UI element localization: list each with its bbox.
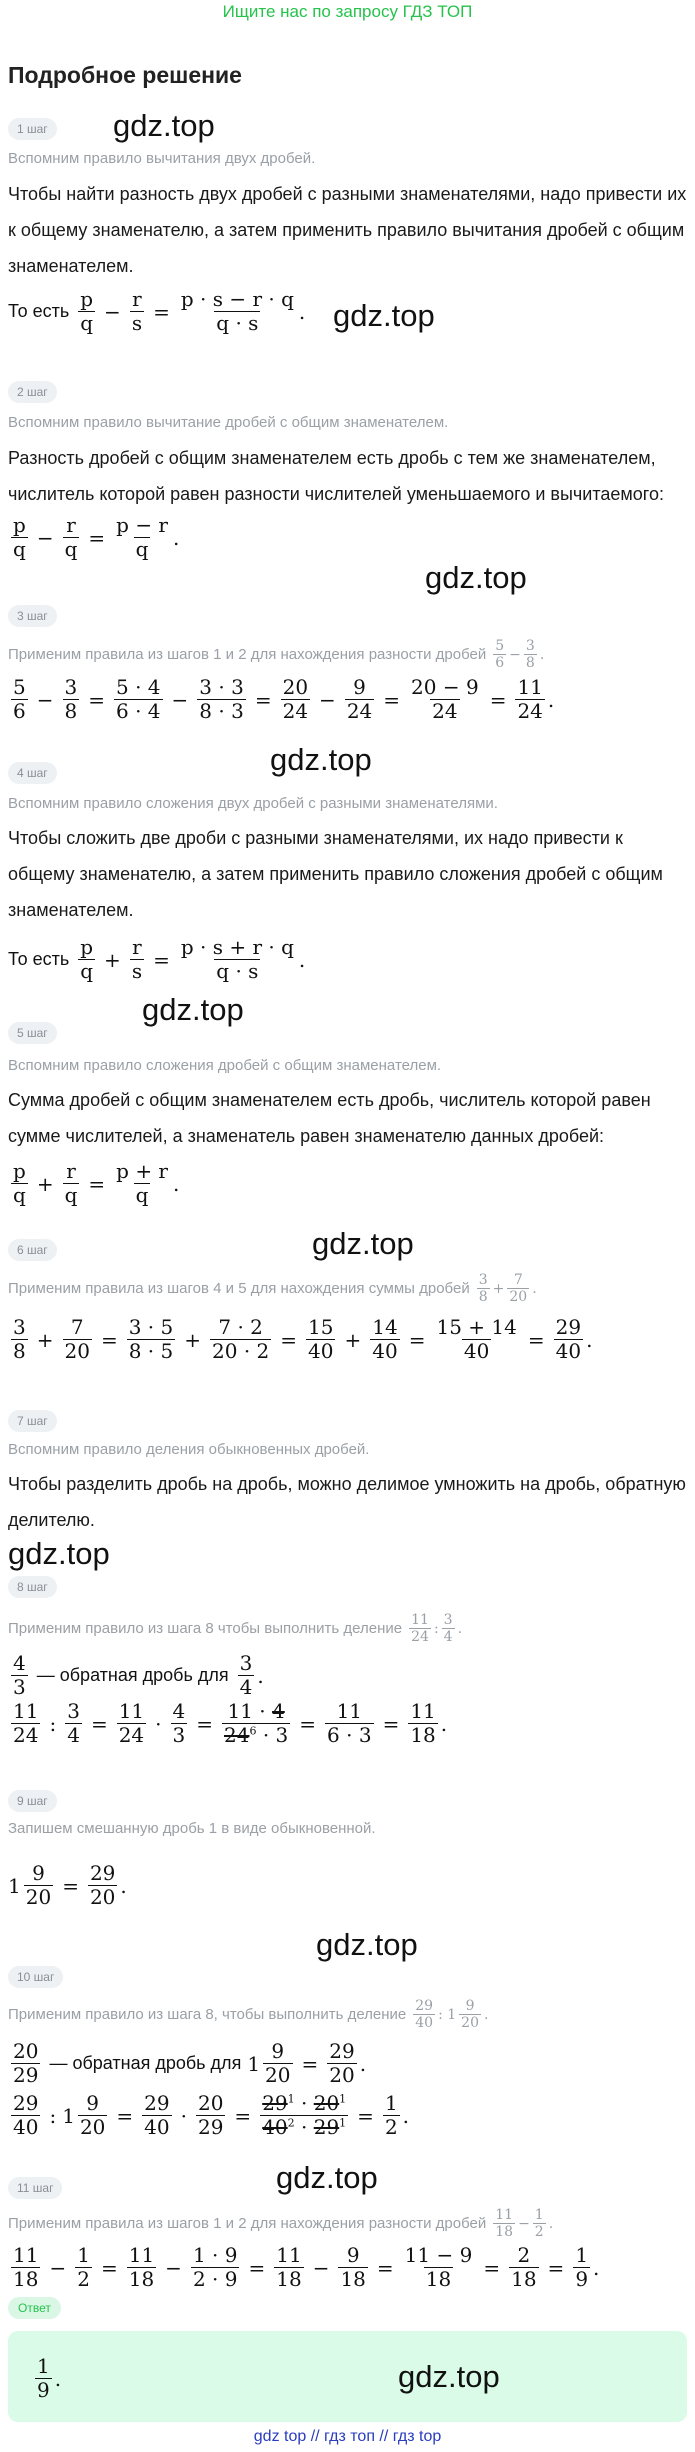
formula-1: То есть $\frac{p}{q}$ − $\frac{r}{s}$ = $\frac{p \cdot s - r \cdot q}{q \cdot s}$ . (8, 287, 306, 335)
formula-6: $\frac{3}{8}$ + $\frac{7}{20}$ = $\frac{3 \cdot 5}{8 \cdot 5}$ + $\frac{7 \cdot 2}{20 \cdot 2}$ = $\frac{15}{40}$ + $\frac{14}{40}$ = $\frac{15 + 14}{40}$ = $\frac{29}{40}$ . (13, 1315, 593, 1363)
step-badge-3: 3 шаг (8, 605, 57, 627)
step-hint-9: Запишем смешанную дробь 1 в виде обыкновенной. (8, 1820, 376, 1837)
watermark: gdz.top (398, 2359, 500, 2394)
step-badge-5: 5 шаг (8, 1022, 57, 1044)
search-banner: Ищите нас по запросу ГДЗ ТОП (222, 2, 473, 21)
step-badge-10: 10 шаг (8, 1966, 63, 1988)
footer-links[interactable]: gdz top // гдз топ // гдз top (253, 2428, 442, 2445)
watermark: gdz.top (142, 992, 244, 1027)
watermark: gdz.top (270, 742, 372, 777)
step-hint-1: Вспомним правило вычитания двух дробей. (8, 150, 316, 167)
step-text-4: Чтобы сложить две дроби с разными знаменателями, их надо привести к общему знаменателю, а затем применить правило сложения дробей с общим знаменателем. (8, 828, 663, 920)
formula-5: $\frac{p}{q}$ + $\frac{r}{q}$ = $\frac{p + r}{q}$ . (13, 1159, 180, 1207)
watermark: gdz.top (113, 108, 215, 143)
step-hint-3: Применим правила из шагов 1 и 2 для нахождения разности дробей $\frac{5}{6}$ − $\frac{3}{8}$ . (8, 638, 545, 672)
formula-8: $\frac{11}{24}$ : $\frac{3}{4}$ = $\frac{11}{24}$ · $\frac{4}{3}$ = $\frac{11 \cdot 4}{24^6 \cdot 3}$ = $\frac{11}{6 \cdot 3}$ = $\frac{11}{18}$ . (13, 1699, 448, 1747)
step-hint-8: Применим правило из шага 8 чтобы выполнить деление $\frac{11}{24}$ : $\frac{3}{4}$ . (8, 1612, 463, 1646)
formula-2: $\frac{p}{q}$ − $\frac{r}{q}$ = $\frac{p - r}{q}$ . (13, 513, 180, 561)
step-badge-8: 8 шаг (8, 1576, 57, 1598)
step-hint-4: Вспомним правило сложения двух дробей с разными знаменателями. (8, 795, 498, 812)
step-hint-5: Вспомним правило сложения дробей с общим знаменателем. (8, 1057, 442, 1074)
watermark: gdz.top (425, 560, 527, 595)
inverse-line-10: $\frac{20}{29}$ — обратная дробь для 1 $\frac{9}{20}$ = $\frac{29}{20}$ . (13, 2039, 367, 2087)
step-badge-2: 2 шаг (8, 381, 57, 403)
step-hint-11: Применим правила из шагов 1 и 2 для нахождения разности дробей $\frac{11}{18}$ − $\frac{1}{2}$ . (8, 2207, 554, 2241)
watermark: gdz.top (333, 298, 435, 333)
step-text-5: Сумма дробей с общим знаменателем есть дробь, числитель которой равен сумме числителей, а знаменатель равен знаменателю данных дробей: (8, 1090, 651, 1146)
watermark: gdz.top (276, 2160, 378, 2195)
watermark: gdz.top (312, 1226, 414, 1261)
step-text-2: Разность дробей с общим знаменателем есть дробь с тем же знаменателем, числитель которой равен разности числителей уменьшаемого и вычитаемого: (8, 448, 664, 504)
step-text-7: Чтобы разделить дробь на дробь, можно делимое умножить на дробь, обратную делителю. (8, 1474, 686, 1530)
formula-9: 1 $\frac{9}{20}$ = $\frac{29}{20}$ . (8, 1861, 127, 1909)
watermark: gdz.top (316, 1927, 418, 1962)
step-hint-10: Применим правило из шага 8, чтобы выполнить деление $\frac{29}{40}$ : 1 $\frac{9}{20}$ . (8, 1998, 489, 2032)
step-hint-6: Применим правила из шагов 4 и 5 для нахождения суммы дробей $\frac{3}{8}$ + $\frac{7}{20}$ . (8, 1272, 537, 1306)
step-badge-6: 6 шаг (8, 1239, 57, 1261)
step-badge-9: 9 шаг (8, 1790, 57, 1812)
inverse-line-8: $\frac{4}{3}$ — обратная дробь для $\frac{3}{4}$ . (13, 1651, 264, 1699)
formula-11: $\frac{11}{18}$ − $\frac{1}{2}$ = $\frac{11}{18}$ − $\frac{1 \cdot 9}{2 \cdot 9}$ = $\frac{11}{18}$ − $\frac{9}{18}$ = $\frac{11 - 9}{18}$ = $\frac{2}{18}$ = $\frac{1}{9}$ . (13, 2243, 600, 2291)
step-hint-7: Вспомним правило деления обыкновенных дробей. (8, 1441, 370, 1458)
watermark: gdz.top (8, 1536, 110, 1571)
step-badge-11: 11 шаг (8, 2177, 62, 2199)
formula-10: $\frac{29}{40}$ : 1 $\frac{9}{20}$ = $\frac{29}{40}$ · $\frac{20}{29}$ = $\frac{29^1 \cdot 20^1}{40^2 \cdot 29^1}$ = $\frac{1}{2}$ . (13, 2091, 410, 2139)
formula-3: $\frac{5}{6}$ − $\frac{3}{8}$ = $\frac{5 \cdot 4}{6 \cdot 4}$ − $\frac{3 \cdot 3}{8 \cdot 3}$ = $\frac{20}{24}$ − $\frac{9}{24}$ = $\frac{20 - 9}{24}$ = $\frac{11}{24}$ . (13, 675, 555, 723)
page-title: Подробное решение (8, 62, 242, 88)
step-text-1: Чтобы найти разность двух дробей с разными знаменателями, надо привести их к общему знаменателю, а затем применить правило вычитания дробей с общим знаменателем. (8, 184, 687, 276)
step-badge-7: 7 шаг (8, 1410, 57, 1432)
step-badge-1: 1 шаг (8, 118, 57, 140)
formula-4: То есть $\frac{p}{q}$ + $\frac{r}{s}$ = $\frac{p \cdot s + r \cdot q}{q \cdot s}$ . (8, 935, 306, 983)
answer-badge: Ответ (8, 2297, 61, 2319)
answer-value: $\frac{1}{9}$ . (37, 2354, 62, 2402)
step-hint-2: Вспомним правило вычитание дробей с общим знаменателем. (8, 414, 449, 431)
answer-box (8, 2331, 687, 2422)
step-badge-4: 4 шаг (8, 762, 57, 784)
